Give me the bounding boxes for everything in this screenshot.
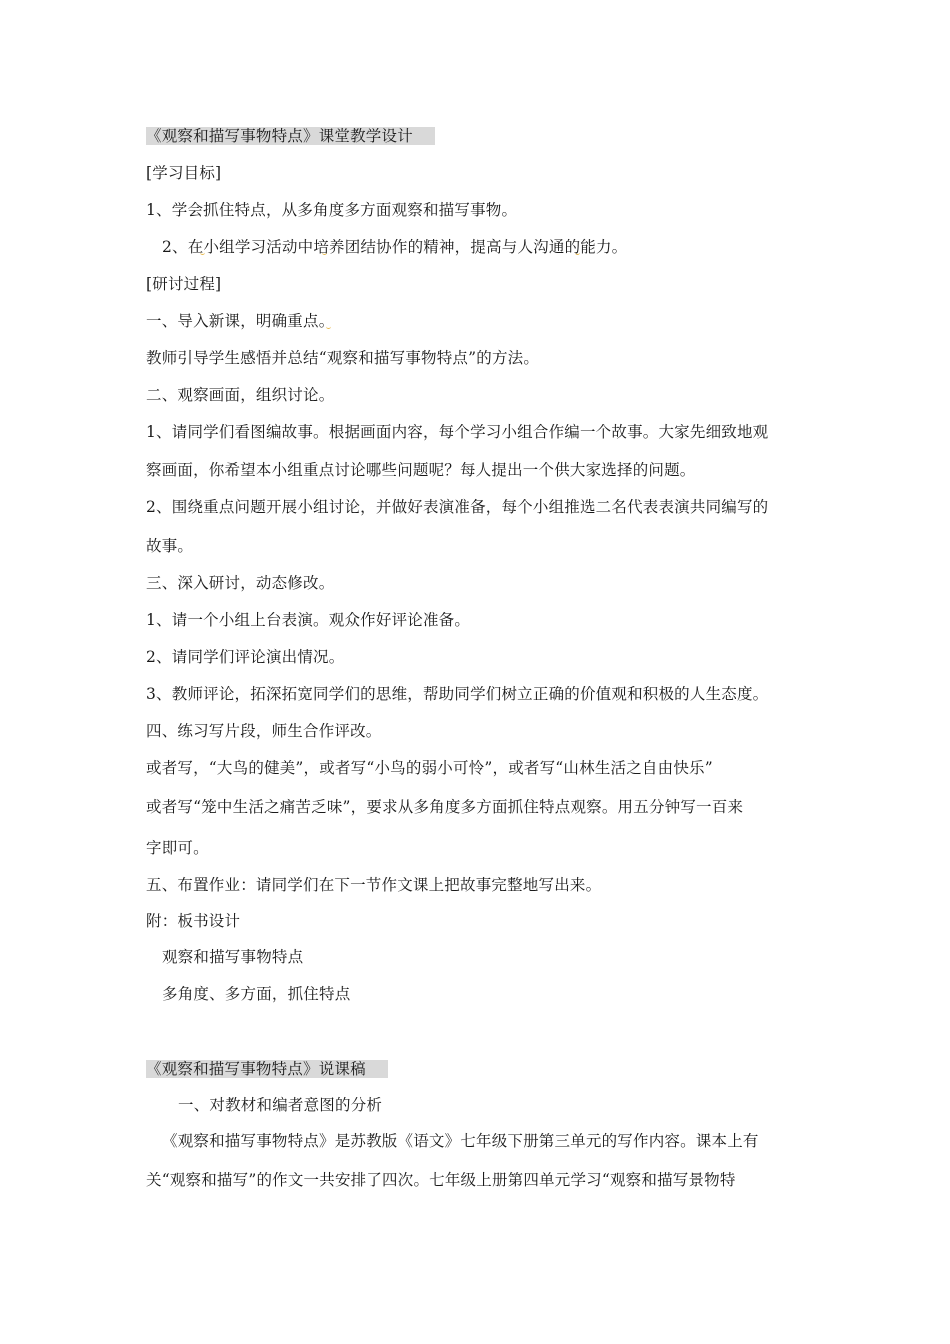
step-1-heading: 一、导入新课，明确重点。 bbox=[146, 312, 335, 330]
goal-2: 2、在小组学习活动中培养团结协作的精神，提高与人沟通的能力。 bbox=[162, 238, 628, 256]
step-2-item-2-line-2: 故事。 bbox=[146, 537, 194, 555]
board-line-2: 多角度、多方面，抓住特点 bbox=[162, 985, 351, 1003]
step-1-text: 教师引导学生感悟并总结“观察和描写事物特点”的方法。 bbox=[146, 349, 540, 367]
step-2-item-1-line-1: 1、请同学们看图编故事。根据画面内容，每个学习小组合作编一个故事。大家先细致地观 bbox=[146, 423, 769, 441]
step-4-heading: 四、练习写片段，师生合作评改。 bbox=[146, 722, 382, 740]
step-4-line-1: 或者写，“大鸟的健美”，或者写“小鸟的弱小可怜”，或者写“山林生活之自由快乐” bbox=[146, 759, 713, 777]
step-5-heading: 五、布置作业：请同学们在下一节作文课上把故事完整地写出来。 bbox=[146, 876, 602, 894]
lesson-design-title-highlight: 《观察和描写事物特点》课堂教学设计 bbox=[146, 127, 435, 145]
step-4-line-2: 或者写“笼中生活之痛苦乏味”，要求从多角度多方面抓住特点观察。用五分钟写一百来 bbox=[146, 798, 744, 816]
lecture-script-title bbox=[146, 1059, 388, 1079]
lecture-script-title-highlight: 《观察和描写事物特点》说课稿 bbox=[146, 1060, 388, 1078]
process-heading: [研讨过程] bbox=[146, 275, 222, 293]
para-line-2: 关“观察和描写”的作文一共安排了四次。七年级上册第四单元学习“观察和描写景物特 bbox=[146, 1171, 736, 1189]
step-3-item-1: 1、请一个小组上台表演。观众作好评论准备。 bbox=[146, 611, 471, 629]
step-3-item-2: 2、请同学们评论演出情况。 bbox=[146, 648, 345, 666]
step-4-line-3: 字即可。 bbox=[146, 839, 209, 857]
step-2-item-2-line-1: 2、围绕重点问题开展小组讨论，并做好表演准备，每个小组推选二名代表表演共同编写的 bbox=[146, 498, 769, 516]
board-line-1: 观察和描写事物特点 bbox=[162, 948, 304, 966]
section-1-heading: 一、对教材和编者意图的分析 bbox=[178, 1096, 383, 1114]
lesson-design-title bbox=[146, 126, 435, 146]
goal-1: 1、学会抓住特点，从多角度多方面观察和描写事物。 bbox=[146, 201, 518, 219]
step-3-item-3: 3、教师评论，拓深拓宽同学们的思维，帮助同学们树立正确的价值观和积极的人生态度。 bbox=[146, 685, 769, 703]
step-3-heading: 三、深入研讨，动态修改。 bbox=[146, 574, 335, 592]
appendix-heading: 附：板书设计 bbox=[146, 912, 241, 930]
step-2-heading: 二、观察画面，组织讨论。 bbox=[146, 386, 335, 404]
para-line-1: 《观察和描写事物特点》是苏教版《语文》七年级下册第三单元的写作内容。课本上有 bbox=[162, 1132, 759, 1150]
goals-heading: [学习目标] bbox=[146, 164, 222, 182]
step-2-item-1-line-2: 察画面，你希望本小组重点讨论哪些问题呢？每人提出一个供大家选择的问题。 bbox=[146, 461, 696, 479]
